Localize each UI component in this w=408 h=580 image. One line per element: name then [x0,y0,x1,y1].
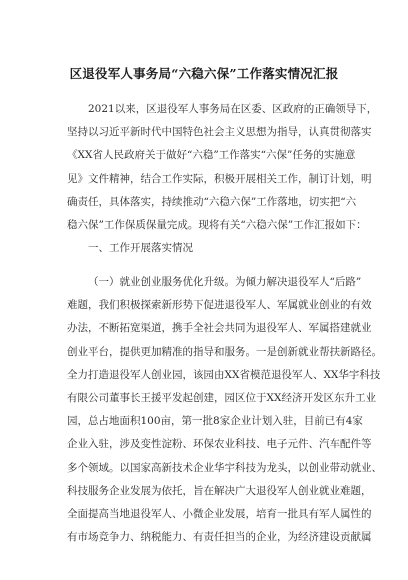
paragraph-line: 创业平台，提供更加精准的指导和服务。一是创新就业帮扶新路径。 [67,345,382,358]
paragraph-line: 办法，不断拓宽渠道，携手全社会共同为退役军人、军属搭建就业 [67,322,372,335]
employment-paragraph [67,271,382,549]
paragraph-line: 见》文件精神，结合工作实际，积极开展相关工作，制订计划，明 [67,172,372,185]
paragraph-line: 《XX省人民政府关于做好“六稳”工作落实“六保”任务的实施意 [67,149,356,162]
paragraph-line: 有市场竞争力、纳税能力、有责任担当的企业，为经济建设贡献属 [67,531,372,544]
paragraph-line: 稳六保”工作保质保量完成。现将有关“六稳六保”工作汇报如下： [67,218,367,231]
paragraph-line: （一）就业创业服务优化升级。为倾力解决退役军人“后路” [88,276,362,288]
paragraph-line: 企业入驻，涉及变性淀粉、环保农业科技、电子元件、汽车配件等 [67,438,372,451]
document-title: 区退役军人事务局“六稳六保”工作落实情况汇报 [69,66,339,81]
section-heading: 一、工作开展落实情况 [88,242,193,254]
paragraph-line: 有限公司董事长王援平发起创建，园区位于XX经济开发区东升工业 [67,391,376,404]
paragraph-line: 确责任，具体落实，持续推动“六稳六保”工作落地，切实把“六 [67,195,357,208]
paragraph-line: 2021以来，区退役军人事务局在区委、区政府的正确领导下， [88,103,378,115]
paragraph-line: 多个领域。以国家高新技术企业华宇科技为龙头，以创业带动就业、 [67,461,382,474]
paragraph-line: 园，总占地面积100亩，第一批8家企业计划入驻，目前已有4家 [67,415,363,428]
paragraph-line: 难题，我们积极探索新形势下促进退役军人、军属就业创业的有效 [67,299,372,312]
paragraph-line: 坚持以习近平新时代中国特色社会主义思想为指导，认真贯彻落实 [67,126,372,139]
paragraph-line: 全面提高当地退役军人、小微企业发展，培育一批具有军人属性的 [67,507,372,520]
paragraph-line: 全力打造退役军人创业园，该园由XX省模范退役军人、XX华宇科技 [67,368,381,381]
paragraph-line: 科技服务企业发展为依托，旨在解决广大退役军人创业就业难题， [67,484,372,497]
intro-paragraph [67,98,378,237]
